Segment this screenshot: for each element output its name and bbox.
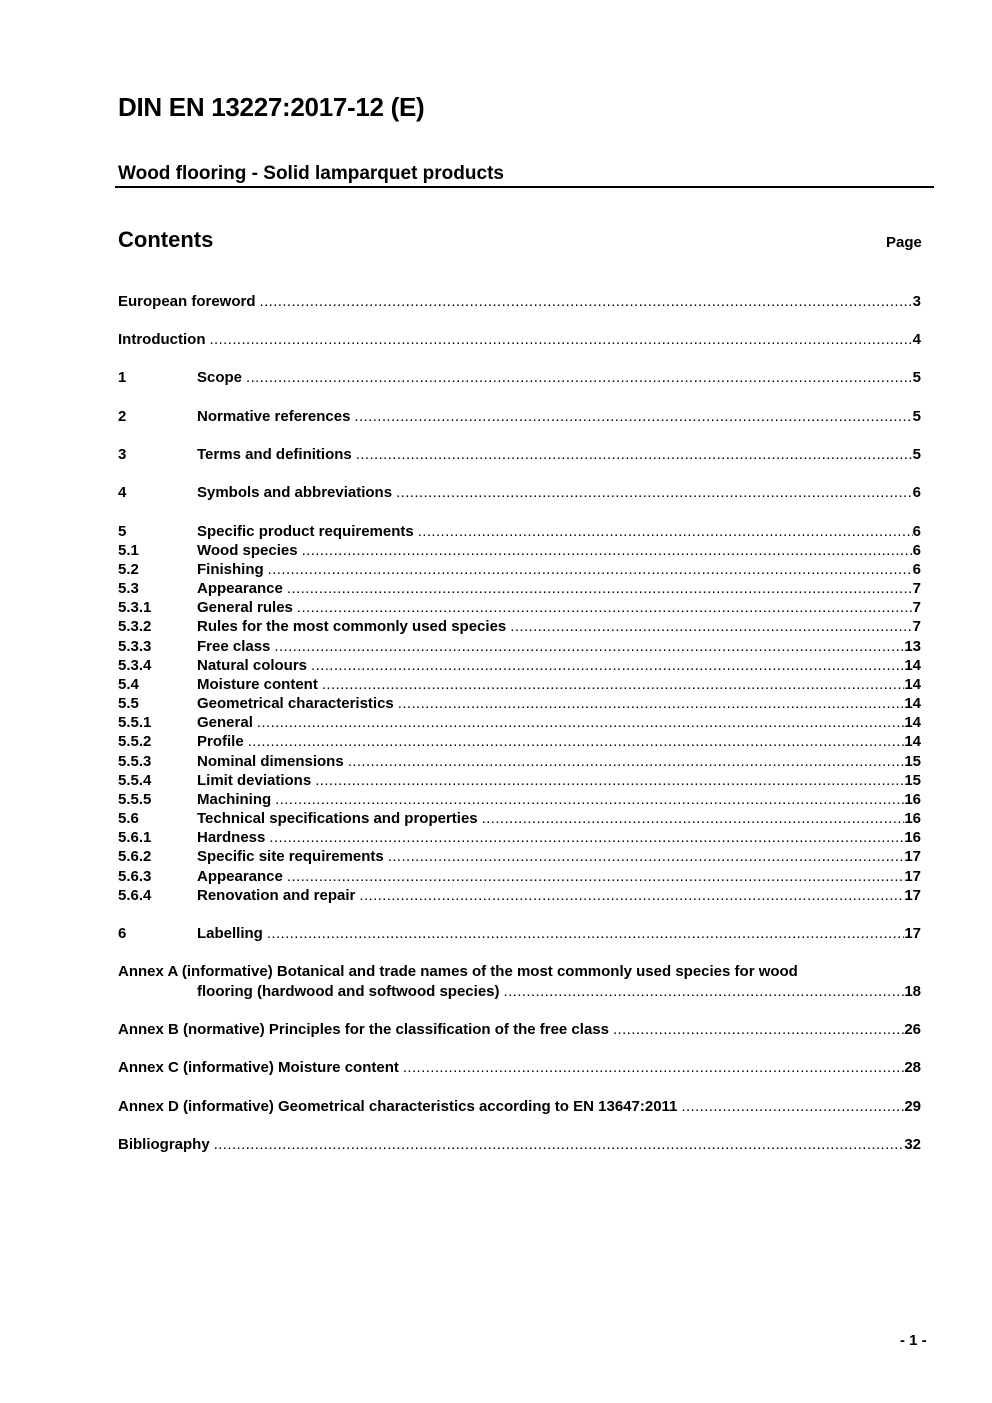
toc-page: 17 (904, 848, 921, 865)
leader-dots (388, 847, 905, 866)
toc-page: 32 (904, 1136, 921, 1153)
leader-dots (403, 1058, 904, 1077)
footer-page-number: - 1 - (900, 1332, 927, 1349)
toc-label: Introduction (118, 331, 206, 348)
toc-label: Hardness (197, 829, 266, 846)
toc-number: 5.3.1 (118, 599, 152, 616)
toc-page: 14 (904, 733, 921, 750)
toc-page: 5 (912, 446, 921, 463)
toc-label: Specific product requirements (197, 523, 414, 540)
toc-label: Bibliography (118, 1136, 210, 1153)
page-column-heading: Page (886, 234, 922, 251)
leader-dots (510, 617, 912, 636)
toc-label: Normative references (197, 408, 351, 425)
toc-label: Scope (197, 369, 243, 386)
toc-page: 7 (912, 618, 921, 635)
toc-entry[interactable] (118, 732, 921, 751)
annex-entry[interactable] (118, 1097, 921, 1116)
toc-number: 2 (118, 408, 127, 425)
leader-dots (287, 867, 904, 886)
annex-a-line2[interactable] (197, 982, 921, 1001)
leader-dots (275, 790, 904, 809)
toc-label: Rules for the most commonly used species (197, 618, 507, 635)
toc-label: Annex D (informative) Geometrical characteristics according to EN 13647:2011 (118, 1098, 678, 1115)
toc-page: 15 (904, 753, 921, 770)
toc-label: General rules (197, 599, 293, 616)
toc-number: 4 (118, 484, 127, 501)
toc-label: Geometrical characteristics (197, 695, 394, 712)
toc-label: Natural colours (197, 657, 308, 674)
toc-entry[interactable] (118, 617, 921, 636)
toc-label: European foreword (118, 293, 256, 310)
toc-number: 5.6.4 (118, 887, 152, 904)
leader-dots (302, 541, 913, 560)
toc-number: 5.2 (118, 561, 139, 578)
leader-dots (269, 828, 904, 847)
toc-label: Labelling (197, 925, 263, 942)
leader-dots (268, 560, 913, 579)
leader-dots (246, 368, 913, 387)
toc-number: 6 (118, 925, 127, 942)
toc-label: Appearance (197, 580, 283, 597)
toc-entry[interactable] (118, 445, 921, 464)
toc-page: 28 (904, 1059, 921, 1076)
toc-page: 6 (912, 561, 921, 578)
toc-entry[interactable] (118, 867, 921, 886)
toc-label: Free class (197, 638, 271, 655)
leader-dots (348, 752, 905, 771)
toc-entry[interactable] (118, 924, 921, 943)
toc-label: Nominal dimensions (197, 753, 344, 770)
toc-page: 6 (912, 484, 921, 501)
toc-entry[interactable] (118, 407, 921, 426)
toc-entry[interactable] (118, 579, 921, 598)
toc-page: 4 (912, 331, 921, 348)
contents-heading: Contents (118, 227, 214, 252)
toc-number: 5.3.2 (118, 618, 152, 635)
toc-label: Wood species (197, 542, 298, 559)
toc-label: Technical specifications and properties (197, 810, 478, 827)
toc-label: Profile (197, 733, 244, 750)
toc-number: 5.6.1 (118, 829, 152, 846)
toc-label: Moisture content (197, 676, 318, 693)
toc-number: 5.5.3 (118, 753, 152, 770)
toc-entry[interactable] (118, 771, 921, 790)
toc-entry[interactable] (118, 790, 921, 809)
toc-page: 13 (904, 638, 921, 655)
toc-page: 14 (904, 657, 921, 674)
toc-entry[interactable] (118, 809, 921, 828)
annex-entry[interactable] (118, 1058, 921, 1077)
title-rule (115, 186, 934, 188)
toc-page: 26 (904, 1021, 921, 1038)
leader-dots (315, 771, 904, 790)
toc-page: 15 (904, 772, 921, 789)
toc-entry[interactable] (118, 675, 921, 694)
leader-dots (398, 694, 905, 713)
toc-page: 17 (904, 925, 921, 942)
toc-label: flooring (hardwood and softwood species) (197, 983, 500, 1000)
toc-label: Appearance (197, 868, 283, 885)
toc-number: 5.3.4 (118, 657, 152, 674)
toc-label: Finishing (197, 561, 264, 578)
toc-number: 1 (118, 369, 127, 386)
toc-page: 16 (904, 829, 921, 846)
leader-dots (504, 982, 905, 1001)
toc-page: 14 (904, 676, 921, 693)
bibliography-entry[interactable] (118, 1135, 921, 1154)
toc-page: 5 (912, 369, 921, 386)
toc-entry[interactable] (118, 637, 921, 656)
toc-entry[interactable] (118, 560, 921, 579)
toc-entry[interactable] (118, 847, 921, 866)
document-id: DIN EN 13227:2017-12 (E) (118, 92, 425, 122)
toc-entry[interactable] (118, 483, 921, 502)
toc-label: Annex C (informative) Moisture content (118, 1059, 399, 1076)
leader-dots (322, 675, 904, 694)
leader-dots (359, 886, 904, 905)
leader-dots (209, 330, 912, 349)
toc-label: Machining (197, 791, 272, 808)
toc-number: 5.5 (118, 695, 139, 712)
toc-page: 17 (904, 887, 921, 904)
leader-dots (287, 579, 913, 598)
leader-dots (274, 637, 904, 656)
toc-page: 16 (904, 810, 921, 827)
toc-label: Limit deviations (197, 772, 312, 789)
toc-page: 6 (912, 523, 921, 540)
toc-number: 5.1 (118, 542, 139, 559)
leader-dots (311, 656, 904, 675)
toc-label: Specific site requirements (197, 848, 384, 865)
leader-dots (214, 1135, 905, 1154)
toc-number: 5 (118, 523, 127, 540)
toc-number: 5.3.3 (118, 638, 152, 655)
leader-dots (257, 713, 904, 732)
leader-dots (354, 407, 912, 426)
leader-dots (260, 292, 913, 311)
toc-label: General (197, 714, 253, 731)
toc-label: Annex B (normative) Principles for the classification of the free class (118, 1021, 609, 1038)
document-title: Wood flooring - Solid lamparquet products (118, 163, 504, 184)
annex-entry[interactable] (118, 1020, 921, 1039)
toc-page: 14 (904, 695, 921, 712)
leader-dots (613, 1020, 904, 1039)
toc-entry[interactable] (118, 694, 921, 713)
toc-entry[interactable] (118, 330, 921, 349)
toc-label: Renovation and repair (197, 887, 356, 904)
leader-dots (396, 483, 913, 502)
toc-entry[interactable] (118, 541, 921, 560)
leader-dots (482, 809, 905, 828)
toc-entry[interactable] (118, 713, 921, 732)
toc-number: 5.5.4 (118, 772, 152, 789)
toc-number: 5.5.5 (118, 791, 152, 808)
toc-entry[interactable] (118, 828, 921, 847)
toc-number: 5.3 (118, 580, 139, 597)
toc-entry[interactable] (118, 656, 921, 675)
leader-dots (248, 732, 905, 751)
toc-number: 5.4 (118, 676, 139, 693)
leader-dots (297, 598, 913, 617)
toc-page: 5 (912, 408, 921, 425)
toc-page: 7 (912, 580, 921, 597)
toc-label: Symbols and abbreviations (197, 484, 393, 501)
toc-page: 3 (912, 293, 921, 310)
toc-number: 3 (118, 446, 127, 463)
toc-number: 5.6 (118, 810, 139, 827)
annex-a-line1[interactable]: Annex A (informative) Botanical and trade names of the most commonly used species for wood (118, 963, 798, 980)
leader-dots (356, 445, 913, 464)
leader-dots (267, 924, 904, 943)
toc-page: 7 (912, 599, 921, 616)
toc-number: 5.5.1 (118, 714, 152, 731)
toc-page: 6 (912, 542, 921, 559)
toc-page: 29 (904, 1098, 921, 1115)
toc-page: 18 (904, 983, 921, 1000)
toc-number: 5.6.3 (118, 868, 152, 885)
toc-entry[interactable] (118, 368, 921, 387)
toc-label: Terms and definitions (197, 446, 352, 463)
leader-dots (418, 522, 913, 541)
toc-entry[interactable] (118, 522, 921, 541)
leader-dots (681, 1097, 904, 1116)
toc-page: 14 (904, 714, 921, 731)
toc-page: 17 (904, 868, 921, 885)
toc-number: 5.6.2 (118, 848, 152, 865)
toc-number: 5.5.2 (118, 733, 152, 750)
toc-entry[interactable] (118, 886, 921, 905)
toc-entry[interactable] (118, 752, 921, 771)
toc-entry[interactable] (118, 598, 921, 617)
toc-entry[interactable] (118, 292, 921, 311)
toc-page: 16 (904, 791, 921, 808)
